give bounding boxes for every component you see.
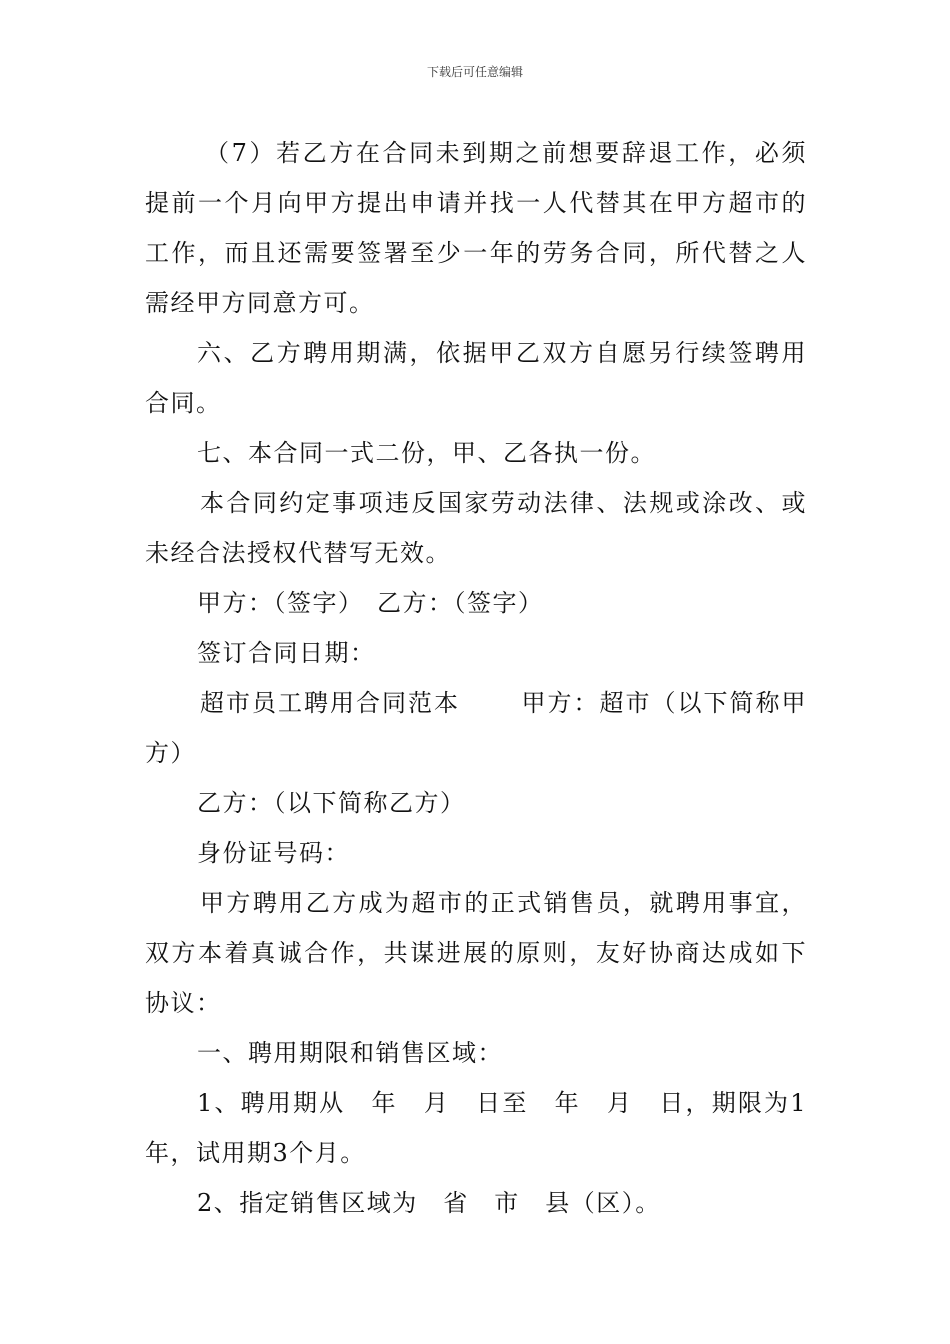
paragraph-agreement-intro: 甲方聘用乙方成为超市的正式销售员，就聘用事宜，双方本着真诚合作，共谋进展的原则，友好协商达成如下协议： (145, 889, 807, 1017)
paragraph-sales-region: 2、指定销售区域为 省 市 县（区）。 (197, 1189, 661, 1217)
paragraph-section-one-heading: 一、聘用期限和销售区域： (197, 1039, 503, 1067)
paragraph-sign-date: 签订合同日期： (197, 639, 376, 667)
paragraph-template-title-party-a: 超市员工聘用合同范本 甲方：超市（以下简称甲方） (145, 689, 807, 767)
paragraph-clause-six: 六、乙方聘用期满，依据甲乙双方自愿另行续签聘用合同。 (145, 339, 807, 417)
paragraph-resignation-clause: （7）若乙方在合同未到期之前想要辞退工作，必须提前一个月向甲方提出申请并找一人代替其在甲方超市的工作，而且还需要签署至少一年的劳务合同，所代替之人需经甲方同意方可。 (145, 139, 807, 317)
paragraph-validity-note: 本合同约定事项违反国家劳动法律、法规或涂改、或未经合法授权代替写无效。 (145, 489, 807, 567)
page-header-note: 下载后可任意编辑 (426, 65, 523, 79)
paragraph-party-b: 乙方：（以下简称乙方） (197, 789, 466, 817)
paragraph-employment-period: 1、聘用期从 年 月 日至 年 月 日，期限为1年，试用期3个月。 (145, 1089, 807, 1167)
paragraph-clause-seven: 七、本合同一式二份，甲、乙各执一份。 (197, 439, 656, 467)
document-body (145, 128, 807, 1228)
paragraph-signatures: 甲方：（签字） 乙方：（签字） (197, 589, 544, 617)
paragraph-id-number: 身份证号码： (197, 839, 350, 867)
